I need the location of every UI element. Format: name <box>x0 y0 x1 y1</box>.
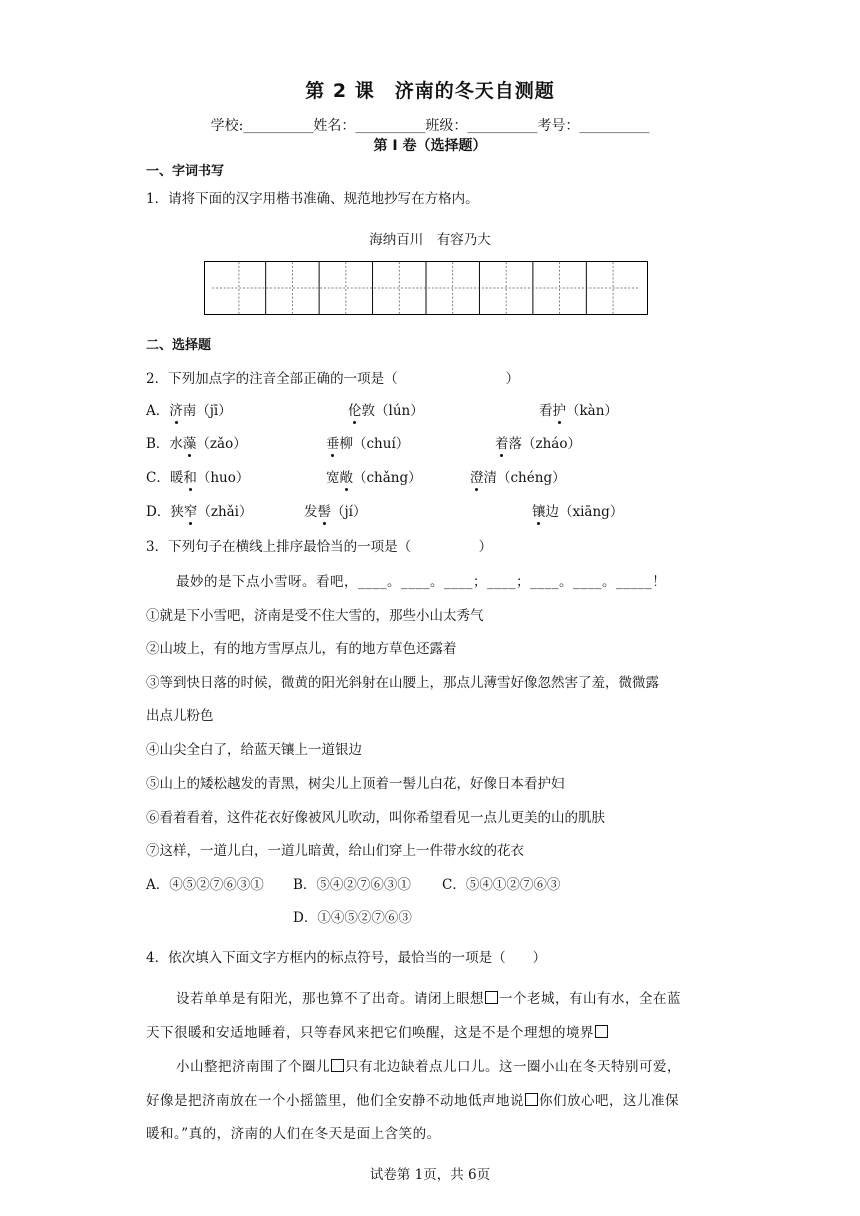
q2-option-c-item-2: 宽敞（chǎng） <box>326 466 422 486</box>
q2-option-b-item-3: 着落（zháo） <box>495 432 581 452</box>
q3-sentence-5: ⑤山上的矮松越发的青黑，树尖儿上顶着一髻儿白花，好像日本看护妇 <box>146 776 565 792</box>
question-1-stem: 1．请将下面的汉字用楷书准确、规范地抄写在方格内。 <box>146 191 479 207</box>
copy-phrase: 海纳百川 有容乃大 <box>369 232 491 248</box>
q2-option-c-item-3: 澄清（chéng） <box>470 466 566 486</box>
q4-passage-line-1: 设若单单是有阳光，那也算不了出奇。请闭上眼想 一个老城，有山有水，全在蓝 <box>176 991 681 1007</box>
q4-passage-line-2: 天下很暖和安适地睡着，只等春风来把它们唤醒，这是不是个理想的境界 <box>146 1021 609 1041</box>
q3-passage: 最妙的是下点小雪呀。看吧，____。____。____；____；____。____。_____！ <box>176 574 667 590</box>
q4-passage-line-4: 好像是把济南放在一个小摇篮里，他们全安静不动地低声地说 你们放心吧，这儿准保 <box>146 1093 679 1109</box>
page-title: 第 2 课 济南的冬天自测题 <box>305 80 555 102</box>
section-heading-choice: 二、选择题 <box>146 338 212 353</box>
question-3-stem: 3．下列句子在横线上排序最恰当的一项是（ ） <box>146 539 493 555</box>
blank-box-2[interactable] <box>595 1025 608 1038</box>
q2-option-b[interactable]: B．水藻（zǎo） <box>146 432 247 452</box>
q3-sentence-3-cont: 出点儿粉色 <box>146 708 214 724</box>
q4-passage-line-3: 小山整把济南围了个圈儿 只有北边缺着点儿口儿。这一圈小山在冬天特别可爱， <box>176 1059 681 1075</box>
q3-sentence-4: ④山尖全白了，给蓝天镶上一道银边 <box>146 742 362 758</box>
q3-sentence-6: ⑥看着看着，这件花衣好像被风儿吹动，叫你希望看见一点儿更美的山的肌肤 <box>146 810 605 826</box>
q3-sentence-7: ⑦这样，一道儿白，一道儿暗黄，给山们穿上一件带水纹的花衣 <box>146 843 524 859</box>
q3-sentence-2: ②山坡上，有的地方雪厚点儿，有的地方草色还露着 <box>146 641 457 657</box>
q3-option-b[interactable]: B．⑤④②⑦⑥③① <box>293 877 411 893</box>
q3-sentence-3: ③等到快日落的时候，微黄的阳光斜射在山腰上，那点儿薄雪好像忽然害了羞，微微露 <box>146 675 659 691</box>
q2-option-a[interactable]: A．济南（jī） <box>146 399 232 419</box>
volume-heading: 第 I 卷（选择题） <box>373 138 487 154</box>
blank-box-4[interactable] <box>525 1093 538 1106</box>
q4-passage-line-5: 暖和。”真的，济南的人们在冬天是面上含笑的。 <box>146 1126 441 1142</box>
q3-option-c[interactable]: C．⑤④①②⑦⑥③ <box>442 877 561 893</box>
section-heading-writing: 一、字词书写 <box>146 164 225 179</box>
q2-option-a-item-2: 伦敦（lún） <box>348 399 424 419</box>
writing-grid[interactable] <box>204 261 648 315</box>
q2-option-c[interactable]: C．暖和（huo） <box>146 466 249 486</box>
question-2-stem: 2．下列加点字的注音全部正确的一项是（ ） <box>146 371 520 387</box>
q2-option-d-item-3: 镶边（xiāng） <box>532 500 623 520</box>
blank-box-1[interactable] <box>485 991 498 1004</box>
q3-option-a[interactable]: A．④⑤②⑦⑥③① <box>146 877 264 893</box>
page-footer: 试卷第 1页，共 6页 <box>369 1167 491 1183</box>
blank-box-3[interactable] <box>331 1059 344 1072</box>
q2-option-d-item-2: 发髻（jí） <box>304 500 367 520</box>
q3-sentence-1: ①就是下小雪吧，济南是受不住大雪的，那些小山太秀气 <box>146 608 484 624</box>
q2-option-a-item-3: 看护（kàn） <box>539 399 618 419</box>
q2-option-d[interactable]: D．狭窄（zhǎi） <box>146 500 253 520</box>
question-4-stem: 4．依次填入下面文字方框内的标点符号，最恰当的一项是（ ） <box>146 950 547 966</box>
q3-option-d[interactable]: D．①④⑤②⑦⑥③ <box>293 910 412 926</box>
q2-option-b-item-2: 垂柳（chuí） <box>326 432 409 452</box>
student-info-line: 学校:__________姓名：__________班级：__________考号：__________ <box>210 118 650 134</box>
